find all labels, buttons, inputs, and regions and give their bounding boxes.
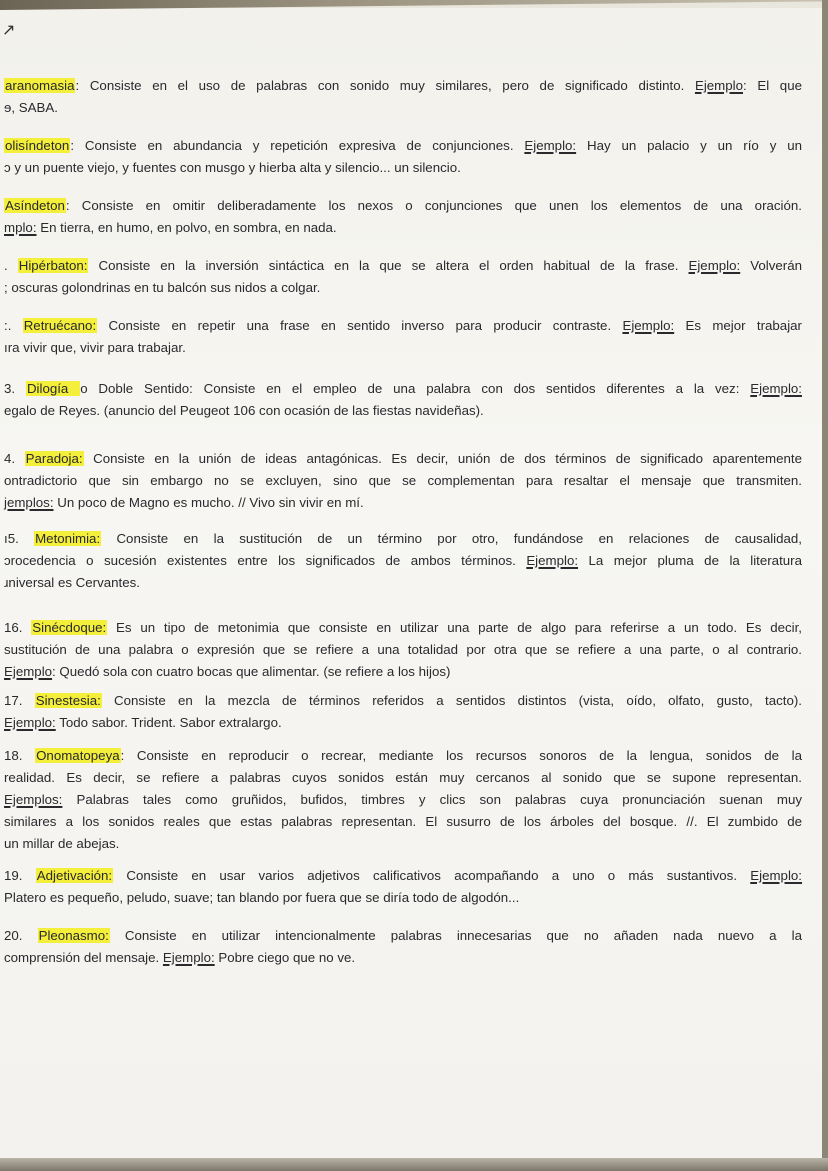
text-line bbox=[4, 617, 802, 639]
text-segment: ɔrocedencia o sucesión existentes entre los significados de ambos términos. bbox=[4, 553, 527, 568]
text-segment: : Quedó sola con cuatro bocas que alimentar. (se refiere a los hijos) bbox=[52, 664, 451, 679]
example-label: Ejemplo: bbox=[526, 553, 579, 568]
text-segment: Volverán bbox=[740, 258, 802, 273]
rhetorical-figure-entry bbox=[4, 255, 802, 299]
text-line bbox=[4, 448, 802, 470]
text-line bbox=[4, 528, 802, 550]
text-line bbox=[4, 97, 802, 119]
text-segment: Palabras tales como gruñidos, bufidos, timbres y clics son palabras cuya pronunciación suenan muy bbox=[62, 792, 802, 807]
text-segment: realidad. Es decir, se refiere a palabras cuyos sonidos están muy cercanos al sonido que se supone representan. bbox=[4, 770, 802, 785]
text-segment: ontradictorio que sin embargo no se excluyen, sino que se complementan para resaltar el mensaje que transmiten. bbox=[4, 473, 802, 488]
text-segment: : Consiste en abundancia y repetición expresiva de conjunciones. bbox=[70, 138, 525, 153]
example-label: Ejemplo: bbox=[750, 381, 802, 396]
highlighted-term: Hipérbaton: bbox=[18, 258, 88, 273]
highlighted-term: Onomatopeya bbox=[36, 748, 120, 763]
text-segment: 4. bbox=[4, 451, 25, 466]
rhetorical-figure-entry bbox=[4, 378, 802, 422]
text-segment: Consiste en la inversión sintáctica en la que se altera el orden habitual de la frase. bbox=[88, 258, 689, 273]
text-segment: Consiste en usar varios adjetivos calificativos acompañando a uno o más sustantivos. bbox=[113, 868, 751, 883]
example-label: Ejemplo bbox=[694, 78, 743, 93]
text-line bbox=[4, 811, 802, 833]
rhetorical-figure-entry bbox=[4, 528, 802, 594]
text-segment: Es un tipo de metonimia que consiste en utilizar una parte de algo para referirse a un todo. Es decir, bbox=[107, 620, 802, 635]
paper-bottom-edge bbox=[0, 1158, 828, 1171]
text-segment: 18. bbox=[4, 748, 36, 763]
text-segment: 3. bbox=[4, 381, 26, 396]
highlighted-term: Adjetivación: bbox=[36, 868, 113, 883]
example-label: Ejemplo bbox=[4, 664, 53, 679]
text-segment: Un poco de Magno es mucho. // Vivo sin vivir en mí. bbox=[53, 495, 364, 510]
text-line bbox=[4, 887, 802, 909]
highlighted-term: Paradoja: bbox=[25, 451, 83, 466]
text-line bbox=[4, 833, 802, 855]
text-segment: Pobre ciego que no ve. bbox=[214, 950, 356, 965]
text-line bbox=[4, 378, 802, 400]
text-line bbox=[4, 277, 802, 299]
rhetorical-figure-entry bbox=[4, 135, 802, 179]
text-segment: 17. bbox=[4, 693, 35, 708]
text-line bbox=[4, 661, 802, 683]
example-label: Ejemplo: bbox=[688, 258, 741, 273]
rhetorical-figure-entry bbox=[4, 617, 802, 683]
text-line bbox=[4, 315, 802, 337]
text-segment: : Consiste en omitir deliberadamente los nexos o conjunciones que unen los elementos de una oración. bbox=[65, 198, 802, 213]
text-line bbox=[4, 135, 802, 157]
text-line bbox=[4, 157, 802, 179]
text-segment: ɘ, SABA. bbox=[4, 100, 58, 115]
text-line bbox=[4, 195, 802, 217]
example-label: jemplos: bbox=[4, 495, 54, 510]
rhetorical-figure-entry bbox=[4, 925, 802, 969]
text-segment: 16. bbox=[4, 620, 32, 635]
highlighted-term: Asíndeton bbox=[5, 198, 65, 213]
text-line bbox=[4, 947, 802, 969]
text-line bbox=[4, 865, 802, 887]
highlighted-term: Sinestesia: bbox=[35, 693, 101, 708]
rhetorical-figure-entry bbox=[4, 315, 802, 359]
rhetorical-figure-entry bbox=[4, 448, 802, 514]
rhetorical-figure-entry bbox=[4, 690, 802, 734]
text-line bbox=[4, 690, 802, 712]
highlighted-term: aranomasia bbox=[5, 78, 75, 93]
text-segment: . bbox=[4, 258, 18, 273]
text-segment: ıra vivir que, vivir para trabajar. bbox=[4, 340, 186, 355]
text-segment: comprensión del mensaje. bbox=[4, 950, 163, 965]
text-line bbox=[4, 712, 802, 734]
highlighted-term: Retruécano: bbox=[23, 318, 97, 333]
example-label: Ejemplo: bbox=[622, 318, 675, 333]
text-segment: Consiste en la mezcla de términos referidos a sentidos distintos (vista, oído, olfato, gusto, tacto). bbox=[101, 693, 802, 708]
text-line bbox=[4, 550, 802, 572]
text-segment: 20. bbox=[4, 928, 38, 943]
text-segment: o Doble Sentido: Consiste en el empleo de una palabra con dos sentidos diferentes a la vez: bbox=[80, 381, 751, 396]
text-line bbox=[4, 217, 802, 239]
text-segment: : Consiste en reproducir o recrear, mediante los recursos sonoros de la lengua, sonidos de la bbox=[120, 748, 802, 763]
text-line bbox=[4, 470, 802, 492]
rhetorical-figure-entry bbox=[4, 745, 802, 855]
text-segment: Consiste en la sustitución de un término por otro, fundándose en relaciones de causalidad, bbox=[101, 531, 802, 546]
rhetorical-figure-entry bbox=[4, 195, 802, 239]
text-line bbox=[4, 400, 802, 422]
highlighted-term: Sinécdoque: bbox=[32, 620, 107, 635]
corner-mark: ↗ bbox=[2, 22, 16, 39]
text-segment: ; oscuras golondrinas en tu balcón sus nidos a colgar. bbox=[4, 280, 321, 295]
text-segment: Consiste en la unión de ideas antagónicas. Es decir, unión de dos términos de significado aparentemente bbox=[83, 451, 802, 466]
text-line bbox=[4, 337, 802, 359]
text-segment: Consiste en utilizar intencionalmente palabras innecesarias que no añaden nada nuevo a la bbox=[109, 928, 802, 943]
text-line bbox=[4, 789, 802, 811]
text-line bbox=[4, 639, 802, 661]
example-label: Ejemplos: bbox=[4, 792, 63, 807]
text-line bbox=[4, 255, 802, 277]
text-segment: Hay un palacio y un río y un bbox=[576, 138, 802, 153]
text-line bbox=[4, 745, 802, 767]
text-segment: un millar de abejas. bbox=[4, 836, 120, 851]
text-segment: ɔ y un puente viejo, y fuentes con musgo y hierba alta y silencio... un silencio. bbox=[4, 160, 461, 175]
text-segment: Consiste en repetir una frase en sentido inverso para producir contraste. bbox=[97, 318, 623, 333]
text-segment: Todo sabor. Trident. Sabor extralargo. bbox=[55, 715, 282, 730]
text-segment: Es mejor trabajar bbox=[674, 318, 802, 333]
example-label: Ejemplo: bbox=[524, 138, 577, 153]
example-label: Ejemplo: bbox=[162, 950, 215, 965]
paper-right-edge bbox=[822, 0, 828, 1171]
text-line bbox=[4, 767, 802, 789]
highlighted-term: Metonimia: bbox=[35, 531, 101, 546]
highlighted-term: Pleonasmo: bbox=[38, 928, 109, 943]
example-label: Ejemplo: bbox=[750, 868, 802, 883]
rhetorical-figure-entry bbox=[4, 865, 802, 909]
text-segment: La mejor pluma de la literatura bbox=[578, 553, 802, 568]
text-segment: ı5. bbox=[4, 531, 35, 546]
highlighted-term: Dilogía bbox=[26, 381, 80, 396]
text-segment: egalo de Reyes. (anuncio del Peugeot 106 con ocasión de las fiestas navideñas). bbox=[4, 403, 484, 418]
text-segment: : Consiste en el uso de palabras con sonido muy similares, pero de significado distinto. bbox=[75, 78, 695, 93]
text-segment: : El que bbox=[743, 78, 802, 93]
text-segment: 19. bbox=[4, 868, 36, 883]
text-segment: En tierra, en humo, en polvo, en sombra, en nada. bbox=[36, 220, 337, 235]
rhetorical-figure-entry bbox=[4, 75, 802, 119]
text-line bbox=[4, 572, 802, 594]
text-segment: similares a los sonidos reales que estas palabras representan. El susurro de los árboles del bosque. //. El zumbido de bbox=[4, 814, 802, 829]
text-line bbox=[4, 492, 802, 514]
example-label: Ejemplo: bbox=[4, 715, 56, 730]
text-segment: ɹniversal es Cervantes. bbox=[4, 575, 140, 590]
text-line bbox=[4, 75, 802, 97]
text-segment: Platero es pequeño, peludo, suave; tan blando por fuera que se diría todo de algodón... bbox=[4, 890, 520, 905]
example-label: mplo: bbox=[4, 220, 37, 235]
text-segment: :. bbox=[4, 318, 23, 333]
highlighted-term: olisíndeton bbox=[5, 138, 70, 153]
text-segment: sustitución de una palabra o expresión que se refiere a una totalidad por otra que se refiere a una parte, o al contrario. bbox=[4, 642, 802, 657]
text-line bbox=[4, 925, 802, 947]
